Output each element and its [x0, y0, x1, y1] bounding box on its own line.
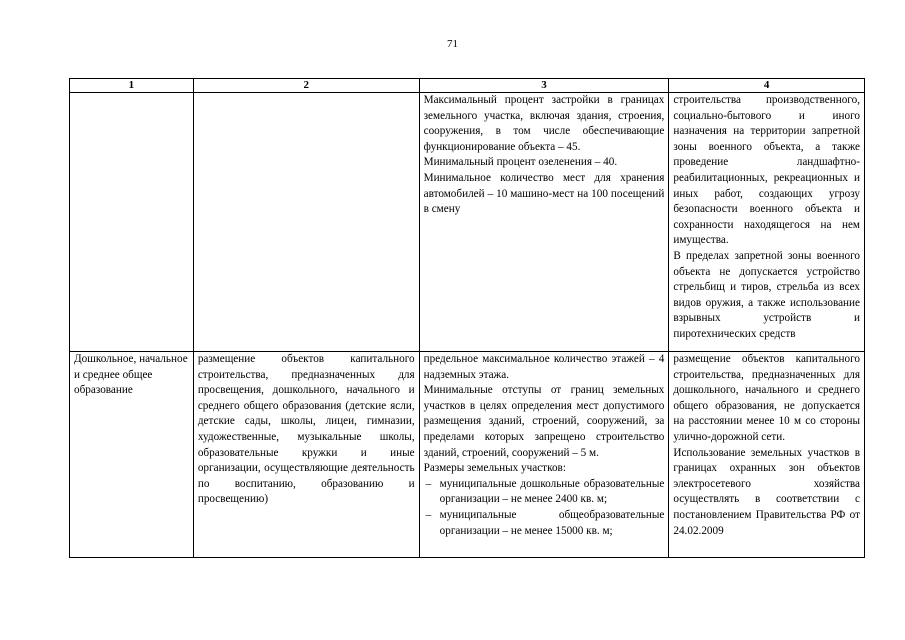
list-item: – муниципальные дошкольные образовательные организации – не менее 2400 кв. м; — [424, 477, 665, 508]
cell-use-type: Дошкольное, начальное и среднее общее образование — [70, 352, 194, 558]
parameter-text: Максимальный процент застройки в границах земельного участка, включая здания, строения, сооружения, в том числе обеспечивающие функционирование объекта – 45. — [423, 94, 665, 153]
parameter-text: предельное максимальное количество этажей – 4 надземных этажа. — [423, 353, 665, 381]
parameter-text: Минимальное количество мест для хранения автомобилей – 10 машино-мест на 100 посещений в смену — [423, 171, 665, 216]
header-col-2: 2 — [193, 79, 419, 93]
cell-parameters — [419, 93, 669, 352]
restriction-text: В пределах запретной зоны военного объекта не допускается устройство стрельбищ и тиров, стрельба из всех видов оружия, а также использование взрывных устройств и пиротехнических средств — [673, 249, 860, 340]
cell-use-description — [193, 93, 419, 352]
header-col-4: 4 — [669, 79, 865, 93]
regulations-table — [69, 78, 865, 558]
table-row — [70, 93, 865, 352]
restriction-text: Использование земельных участков в границах охранных зон объектов электросетевого хозяйства осуществлять в соответствии с постановлением Правительства РФ от 24.02.2009 — [673, 446, 860, 537]
restriction-text: строительства производственного, социально-бытового и иного назначения на территории запретной зоны военного объекта, а также проведение ландшафтно-реабилитационных, рекреационных и иных работ, создающих угрозу безопасности военного объекта и сохранности находящегося на нем имущества. — [673, 94, 860, 247]
parameter-text: Минимальный процент озеленения – 40. — [423, 156, 618, 169]
cell-parameters — [419, 352, 669, 558]
header-col-3: 3 — [419, 79, 669, 93]
parameter-list — [424, 477, 665, 539]
table-header-row — [70, 79, 865, 93]
list-item: – муниципальные общеобразовательные организации – не менее 15000 кв. м; — [424, 508, 665, 539]
cell-restrictions — [669, 93, 865, 352]
parameter-text: Размеры земельных участков: — [423, 462, 566, 475]
cell-use-type — [70, 93, 194, 352]
page-number: 71 — [447, 38, 458, 50]
parameter-text: Минимальные отступы от границ земельных участков в целях определения мест допустимого размещения зданий, строений, сооружений, за пределами которых запрещено строительство зданий, строений, сооружений – 5 м. — [423, 384, 665, 459]
table-row — [70, 352, 865, 558]
restriction-text: размещение объектов капитального строительства, предназначенных для дошкольного, начального и среднего общего образования, не допускается на расстоянии менее 10 м со стороны улично-дорожной сети. — [673, 353, 860, 443]
header-col-1: 1 — [70, 79, 194, 93]
cell-use-description: размещение объектов капитального строительства, предназначенных для просвещения, дошкольного, начального и среднего общего образования (детские ясли, детские сады, школы, лицеи, гимназии, художественные, музыкальные школы, образовательные кружки и иные организации, осуществляющие деятельность по воспитанию, образованию и просвещению) — [193, 352, 419, 558]
cell-restrictions — [669, 352, 865, 558]
